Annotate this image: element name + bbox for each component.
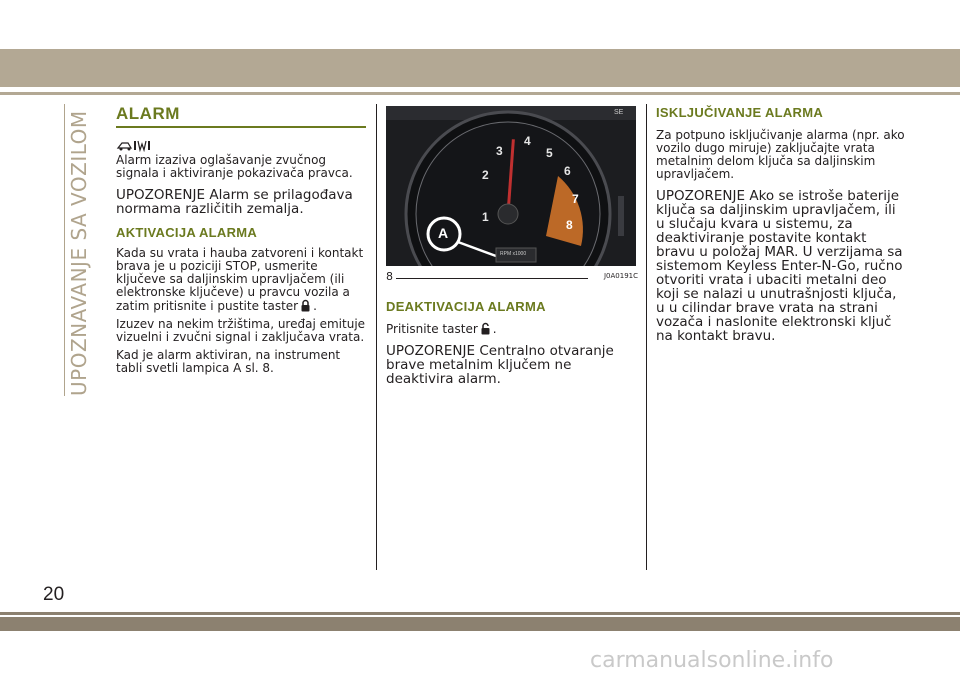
deactivation-warning: UPOZORENJE Centralno otvaranje brave metalnim ključem ne deaktivira alarm. xyxy=(386,343,614,387)
lock-button-icon xyxy=(300,299,311,312)
watermark: carmanualsonline.info xyxy=(590,648,834,673)
gauge-number-2: 2 xyxy=(482,168,489,182)
page-number: 20 xyxy=(43,584,65,605)
column-divider xyxy=(376,104,377,570)
figure-caption xyxy=(386,270,638,284)
figure-code: J0A0191C xyxy=(603,272,638,280)
alarm-intro: Alarm izaziva oglašavanje zvučnog signala i aktiviranje pokazivača pravca. xyxy=(116,153,353,180)
gauge-number-1: 1 xyxy=(482,210,489,224)
disable-paragraph: Za potpuno isključivanje alarma (npr. ako vozilo dugo miruje) zaključajte vrata metalnim delom ključa sa daljinskim upravljačem. xyxy=(656,128,905,181)
tachometer-illustration xyxy=(386,106,636,266)
gauge-number-4: 4 xyxy=(524,134,531,148)
header-band xyxy=(0,49,960,87)
disable-heading: ISKLJUČIVANJE ALARMA xyxy=(656,105,824,120)
gauge-number-6: 6 xyxy=(564,164,571,178)
unlock-button-icon xyxy=(480,322,491,335)
gauge-number-8: 8 xyxy=(566,218,573,232)
deactivation-heading: DEAKTIVACIJA ALARMA xyxy=(386,299,546,314)
footer-rule xyxy=(0,612,960,615)
column-figure xyxy=(386,106,638,386)
figure-number: 8 xyxy=(386,270,393,283)
activation-paragraph-3: Kad je alarm aktiviran, na instrument tabli svetli lampica A sl. 8. xyxy=(116,348,341,375)
rpm-label: RPM x1000 xyxy=(500,251,527,257)
column-disable xyxy=(656,100,906,343)
disable-warning: UPOZORENJE Ako se istroše baterije ključa sa daljinskim upravljačem, ili u slučaju kvara u sistemu, za deaktiviranje postavite kontakt bravu u položaj MAR. U verzijama sa sistemom Keyless Enter-N-Go, ručno otvoriti vrata i ubaciti metalni deo koji se nalazi u unutrašnjosti ključa, u u cilindar brave vrata na strani vozača i naslonite elektronski ključ na kontakt bravu. xyxy=(656,188,903,344)
activation-paragraph-2: Izuzev na nekim tržištima, uređaj emituje vizuelni i zvučni signal i zaključava vrata. xyxy=(116,317,366,344)
alarm-options-icon xyxy=(116,138,366,152)
page-title: ALARM xyxy=(116,100,366,128)
alarm-warning: UPOZORENJE Alarm se prilagođava normama različitih zemalja. xyxy=(116,187,353,217)
deactivation-paragraph: Pritisnite taster . xyxy=(386,322,497,336)
gauge-number-7: 7 xyxy=(572,192,579,206)
footer-band xyxy=(0,617,960,631)
column-divider xyxy=(646,104,647,570)
caption-rule xyxy=(396,278,588,279)
section-side-tab: UPOZNAVANJE SA VOZILOM xyxy=(64,104,97,396)
instrument-cluster-image xyxy=(386,106,636,266)
activation-heading: AKTIVACIJA ALARMA xyxy=(116,225,258,240)
gauge-number-3: 3 xyxy=(496,144,503,158)
column-alarm xyxy=(116,100,366,375)
callout-letter-a: A xyxy=(438,225,449,241)
header-rule xyxy=(0,92,960,95)
gauge-number-5: 5 xyxy=(546,146,553,160)
corner-label: SE xyxy=(614,109,624,116)
activation-paragraph-1: Kada su vrata i hauba zatvoreni i kontakt brava je u poziciji STOP, usmerite ključeve sa daljinskim upravljačem (ili elektronske ključeve) u pravcu vozila a zatim pritisnite i pustite taster . xyxy=(116,246,364,313)
